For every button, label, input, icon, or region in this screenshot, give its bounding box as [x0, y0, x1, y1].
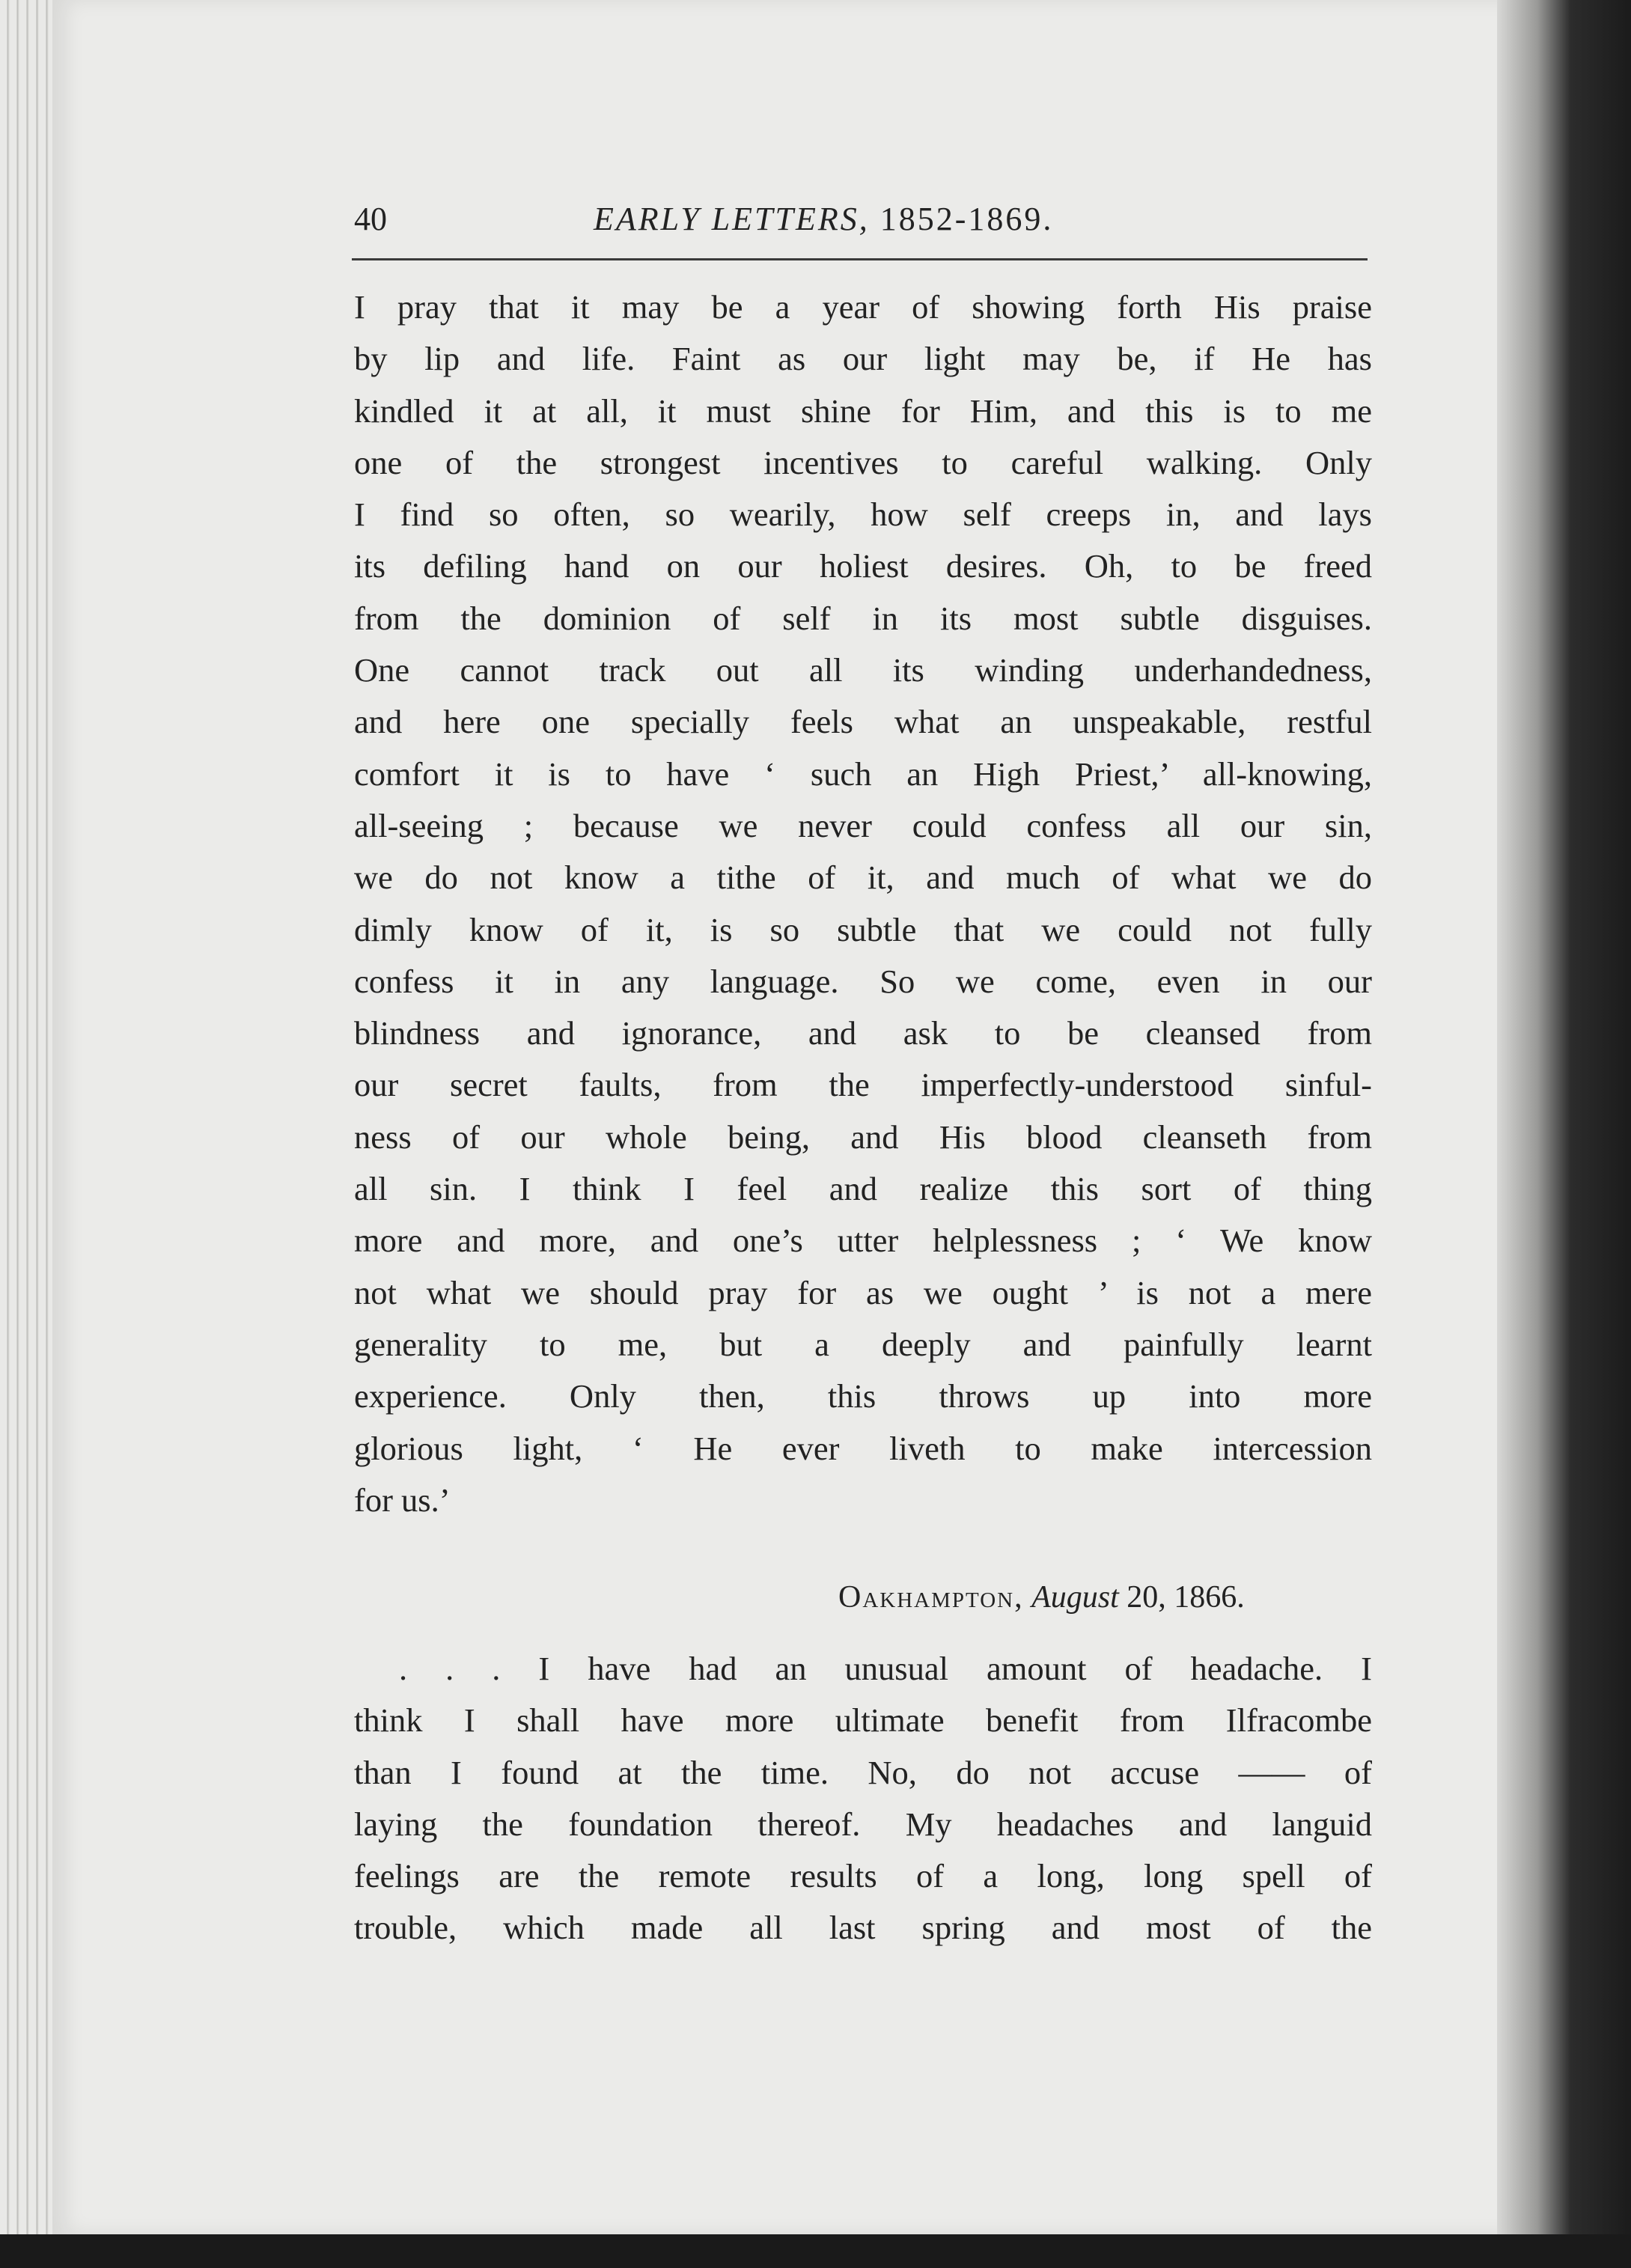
binding-shadow	[1497, 0, 1631, 2268]
text-line: think I shall have more ultimate benefit from Ilfracombe	[354, 1701, 1372, 1740]
running-head-years: 1852-1869.	[869, 201, 1054, 237]
text-line: laying the foundation thereof. My headaches and languid	[354, 1805, 1372, 1843]
text-line: One cannot track out all its winding underhandedness,	[354, 651, 1372, 689]
dateline-month: August	[1031, 1580, 1119, 1615]
header-rule	[352, 258, 1368, 260]
text-line: one of the strongest incentives to careful walking. Only	[354, 443, 1372, 481]
text-line: for us.’	[354, 1481, 451, 1519]
letter-2-text	[354, 1643, 1372, 1954]
text-line: by lip and life. Faint as our light may be, if He has	[354, 340, 1372, 378]
text-line: kindled it at all, it must shine for Him, and this is to me	[354, 391, 1372, 430]
text-line: . . . I have had an unusual amount of headache. I	[399, 1650, 1372, 1687]
text-line: feelings are the remote results of a long, long spell of	[354, 1857, 1372, 1895]
page-header	[354, 191, 1366, 260]
scan-border	[0, 2234, 1631, 2268]
text-line: I find so often, so wearily, how self creeps in, and lays	[354, 496, 1372, 534]
text-line: blindness and ignorance, and ask to be cleansed from	[354, 1014, 1372, 1052]
letter-dateline	[838, 1579, 1362, 1632]
text-line: experience. Only then, this throws up into more	[354, 1377, 1372, 1415]
text-line: not what we should pray for as we ought ’ is not a mere	[354, 1273, 1372, 1311]
running-head-title: EARLY LETTERS,	[594, 201, 870, 237]
page-number: 40	[354, 201, 387, 237]
text-line: we do not know a tithe of it, and much of what we do	[354, 859, 1372, 897]
text-line: comfort it is to have ‘ such an High Priest,’ all-knowing,	[354, 755, 1372, 793]
text-line: and here one specially feels what an unspeakable, restful	[354, 703, 1372, 741]
text-line: I pray that it may be a year of showing forth His praise	[354, 288, 1372, 326]
text-line: trouble, which made all last spring and most of the	[354, 1909, 1372, 1947]
running-head	[594, 200, 1053, 238]
text-line: ness of our whole being, and His blood cleanseth from	[354, 1118, 1372, 1156]
text-line: all-seeing ; because we never could confess all our sin,	[354, 806, 1372, 844]
text-line: glorious light, ‘ He ever liveth to make intercession	[354, 1429, 1372, 1467]
text-line: dimly know of it, is so subtle that we could not fully	[354, 910, 1372, 948]
text-line: all sin. I think I feel and realize this sort of thing	[354, 1170, 1372, 1208]
text-line: more and more, and one’s utter helplessness ; ‘ We know	[354, 1222, 1372, 1260]
text-line: its defiling hand on our holiest desires. Oh, to be freed	[354, 547, 1372, 585]
text-line: than I found at the time. No, do not accuse —— of	[354, 1753, 1372, 1791]
text-line: from the dominion of self in its most subtle disguises.	[354, 599, 1372, 637]
text-line: confess it in any language. So we come, even in our	[354, 962, 1372, 1000]
text-line: our secret faults, from the imperfectly-understood sinful-	[354, 1066, 1372, 1104]
text-line: generality to me, but a deeply and painfully learnt	[354, 1325, 1372, 1363]
dateline-date: 20, 1866.	[1118, 1580, 1245, 1615]
dateline-place: Oakhampton,	[838, 1580, 1024, 1615]
letter-1-text	[354, 281, 1372, 1526]
